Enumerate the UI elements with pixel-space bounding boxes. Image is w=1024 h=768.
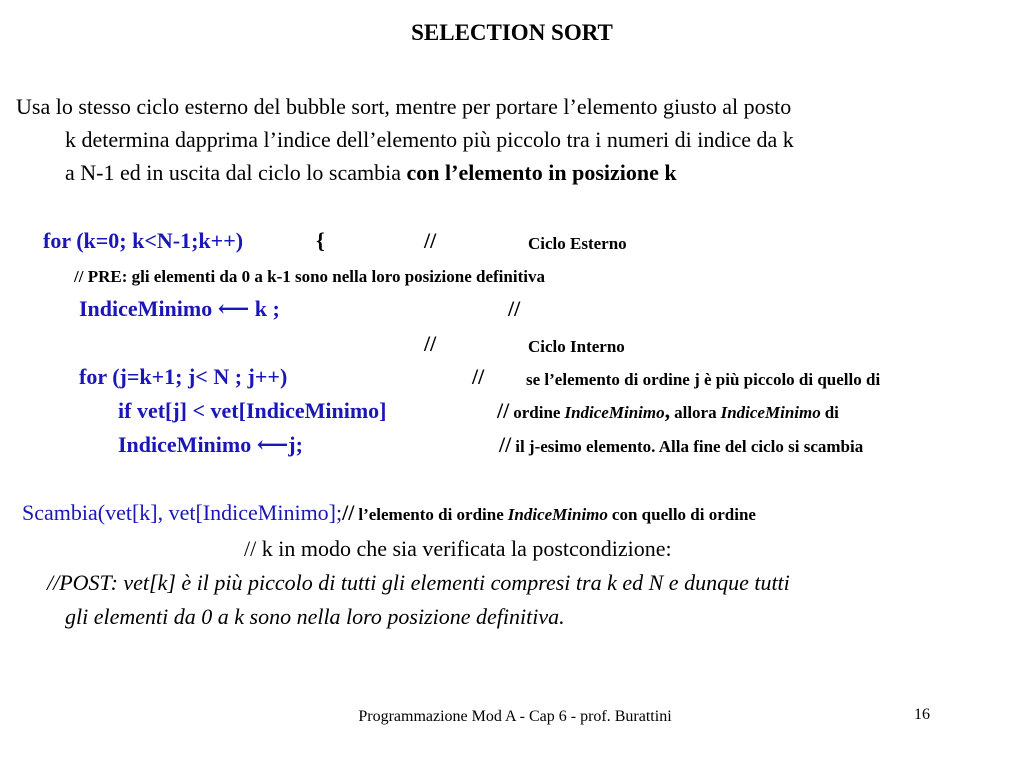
comment-jth-note: il j-esimo elemento. Alla fine del ciclo si scambia bbox=[515, 437, 864, 456]
comment-swap-a: l’elemento di ordine bbox=[358, 505, 504, 524]
code-assign-min-k bbox=[79, 296, 280, 322]
intro-paragraph bbox=[16, 90, 1016, 189]
code-assign-min-k-left: IndiceMinimo bbox=[79, 296, 213, 321]
page-number: 16 bbox=[914, 706, 930, 723]
intro-line-3-bold: con l’elemento in posizione k bbox=[406, 160, 677, 185]
code-assign-min-j bbox=[118, 432, 303, 458]
comment-inner-loop: Ciclo Interno bbox=[528, 337, 625, 356]
comment-ordine-line bbox=[497, 398, 839, 424]
code-assign-min-j-left: IndiceMinimo bbox=[118, 432, 252, 457]
comment-indiceminimo-3: IndiceMinimo bbox=[507, 505, 608, 524]
comment-post-line-2: gli elementi da 0 a k sono nella loro posizione definitiva. bbox=[65, 604, 565, 629]
code-assign-min-j-right: j; bbox=[288, 432, 303, 457]
comment-slashes-6: // bbox=[499, 432, 512, 457]
comment-allora: allora bbox=[674, 403, 717, 422]
intro-line-3 bbox=[16, 156, 1016, 189]
intro-line-3-text: a N-1 ed in uscita dal ciclo lo scambia bbox=[65, 160, 407, 185]
comment-di: di bbox=[824, 403, 839, 422]
comment-comma: , bbox=[664, 398, 671, 423]
comment-slashes-2: // bbox=[508, 296, 521, 321]
comment-slashes-3: // bbox=[424, 331, 437, 356]
comment-ordine: ordine bbox=[513, 403, 561, 422]
comment-outer-loop: Ciclo Esterno bbox=[528, 234, 627, 253]
comment-indiceminimo-2: IndiceMinimo bbox=[720, 403, 821, 422]
comment-jth-line bbox=[499, 432, 863, 458]
comment-post-line-1: //POST: vet[k] è il più piccolo di tutti gli elementi compresi tra k ed N e dunque tutti bbox=[47, 570, 790, 595]
code-for-inner: for (j=k+1; j< N ; j++) bbox=[79, 364, 288, 389]
arrow-left-icon: ⟵ bbox=[256, 432, 289, 457]
comment-k-line: // k in modo che sia verificata la postcondizione: bbox=[244, 536, 672, 561]
footer-course: Programmazione Mod A - Cap 6 - prof. Burattini bbox=[358, 708, 672, 725]
comment-slashes-7: // bbox=[342, 500, 355, 525]
slide-title: SELECTION SORT bbox=[411, 20, 613, 45]
swap-line bbox=[22, 500, 756, 526]
comment-inner-note: se l’elemento di ordine j è più piccolo di quello di bbox=[526, 370, 881, 389]
comment-pre: // PRE: gli elementi da 0 a k-1 sono nella loro posizione definitiva bbox=[74, 267, 545, 286]
intro-line-2: k determina dapprima l’indice dell’elemento più piccolo tra i numeri di indice da k bbox=[65, 127, 794, 152]
code-if: if vet[j] < vet[IndiceMinimo] bbox=[118, 398, 387, 423]
code-open-brace: { bbox=[316, 228, 325, 253]
comment-slashes-4: // bbox=[472, 364, 485, 389]
code-swap-call: Scambia(vet[k], vet[IndiceMinimo]; bbox=[22, 500, 343, 525]
arrow-left-icon: ⟵ bbox=[217, 296, 250, 321]
comment-slashes-5: // bbox=[497, 398, 510, 423]
comment-indiceminimo-1: IndiceMinimo bbox=[564, 403, 665, 422]
intro-line-1: Usa lo stesso ciclo esterno del bubble sort, mentre per portare l’elemento giusto al posto bbox=[16, 94, 792, 119]
code-assign-min-k-right: k ; bbox=[254, 296, 280, 321]
comment-swap-b: con quello di ordine bbox=[611, 505, 756, 524]
comment-slashes-1: // bbox=[424, 228, 437, 253]
code-for-outer: for (k=0; k<N-1;k++) bbox=[43, 228, 244, 253]
